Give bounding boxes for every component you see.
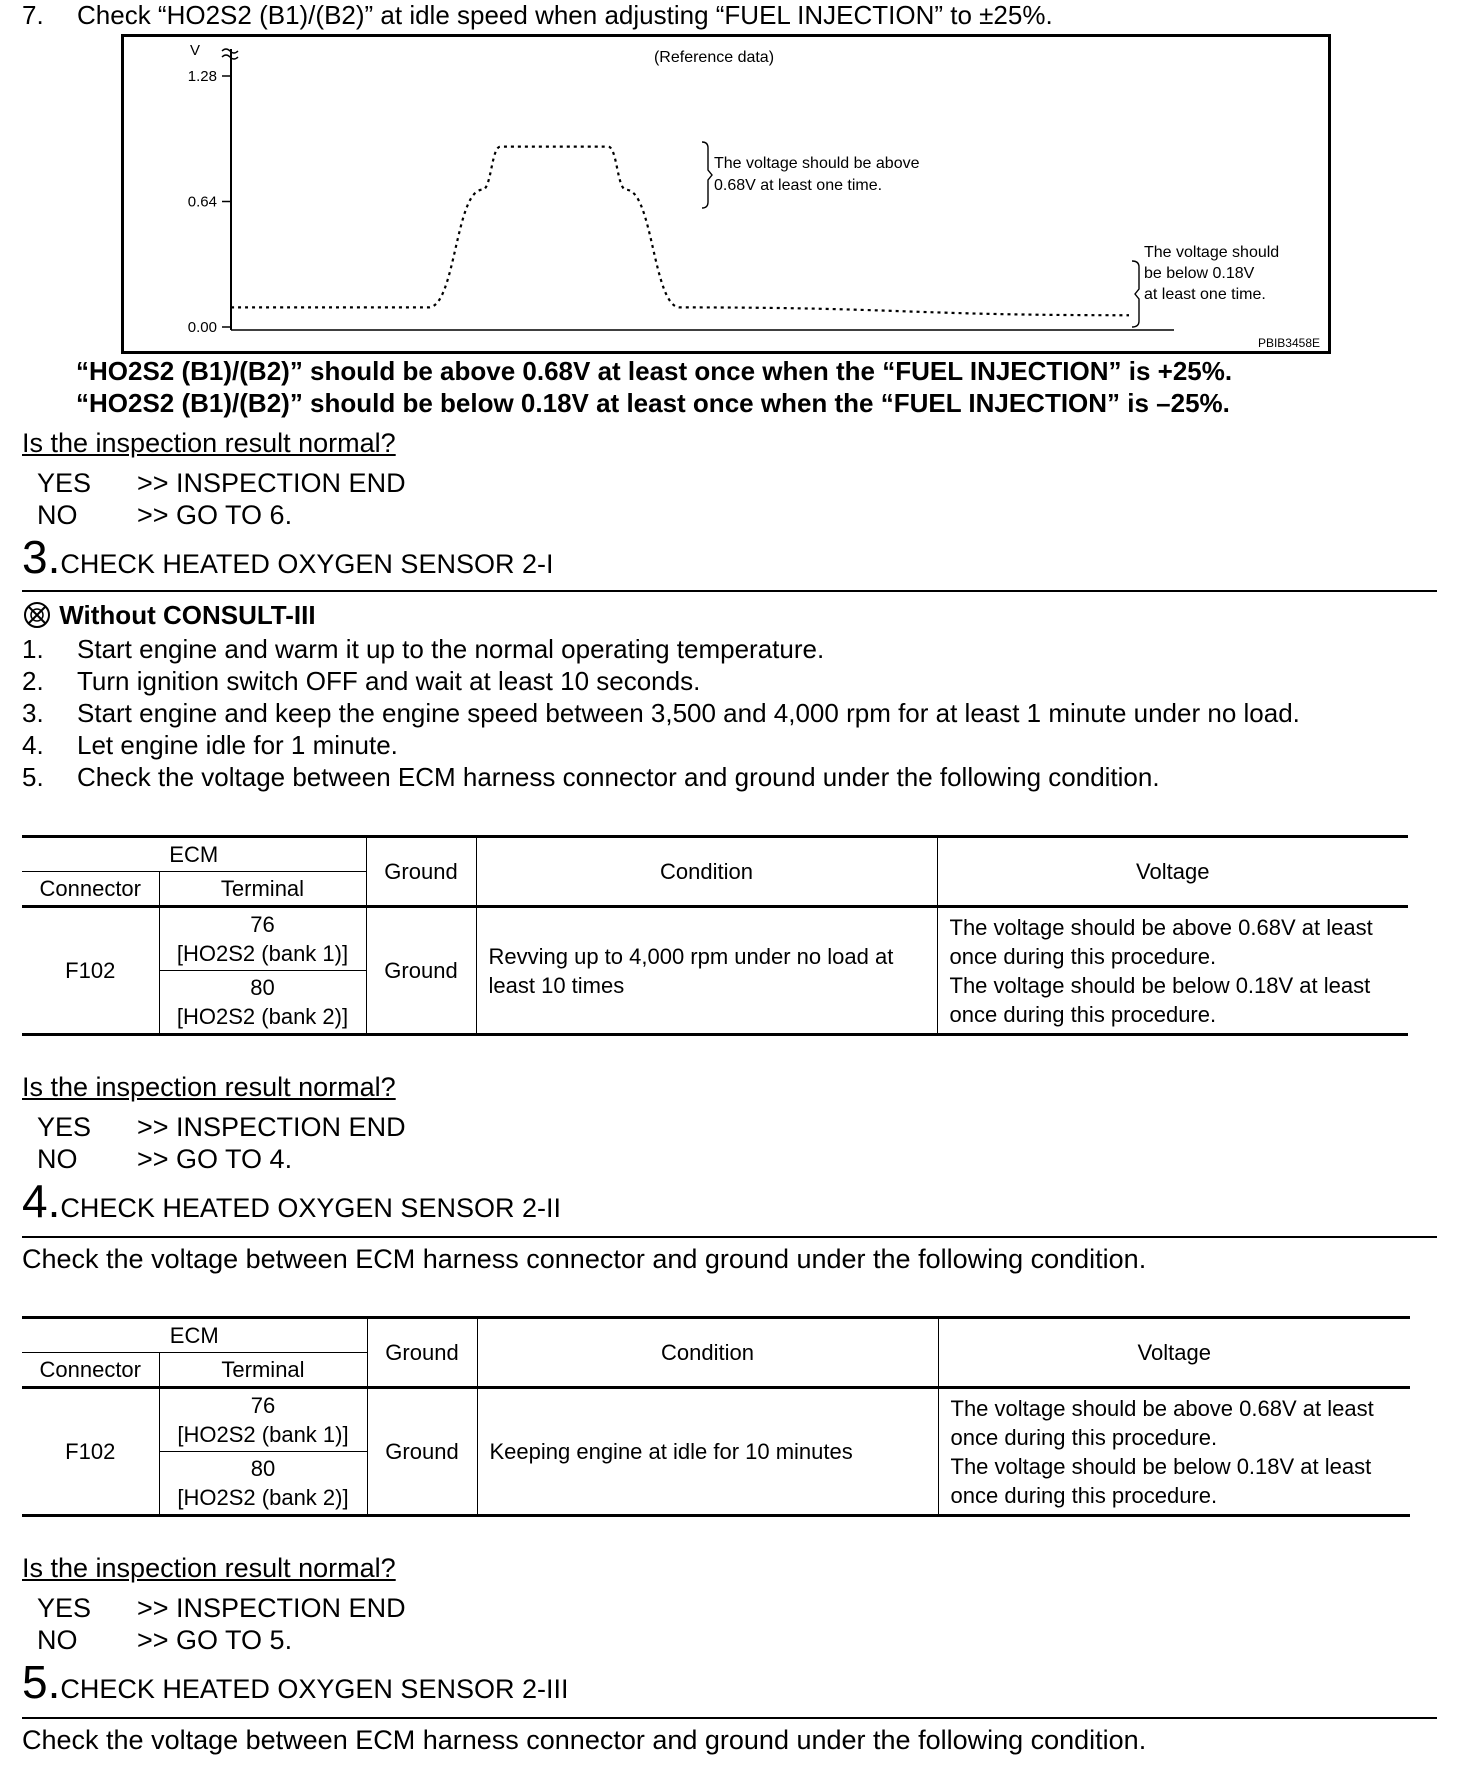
answer-no-action: >> GO TO 6. bbox=[137, 500, 293, 530]
section-title: CHECK HEATED OXYGEN SENSOR 2-II bbox=[60, 1193, 561, 1223]
step-number: 2. bbox=[22, 666, 44, 696]
chart-svg bbox=[124, 37, 1328, 351]
procedure-step bbox=[22, 730, 398, 761]
reference-chart bbox=[121, 34, 1331, 354]
step-number: 1. bbox=[22, 634, 44, 664]
cell-voltage bbox=[937, 907, 1408, 1035]
answer-yes-action: >> INSPECTION END bbox=[137, 1112, 406, 1142]
header-ecm: ECM bbox=[22, 837, 366, 872]
ecm-table-2 bbox=[22, 1316, 1410, 1517]
terminal-desc: [HO2S2 (bank 1)] bbox=[177, 1422, 349, 1447]
answer-no-label: NO bbox=[37, 500, 78, 530]
header-ground: Ground bbox=[366, 837, 476, 907]
annotation-lower-1: The voltage should bbox=[1144, 244, 1280, 261]
answer-yes-action: >> INSPECTION END bbox=[137, 468, 406, 498]
header-connector: Connector bbox=[22, 872, 159, 907]
section-3-heading bbox=[22, 530, 553, 584]
section-number: 4. bbox=[22, 1175, 61, 1227]
header-ecm: ECM bbox=[22, 1318, 367, 1353]
step-text: Check “HO2S2 (B1)/(B2)” at idle speed when adjusting “FUEL INJECTION” to ±25%. bbox=[77, 0, 1053, 30]
section-title: CHECK HEATED OXYGEN SENSOR 2-I bbox=[60, 549, 554, 579]
header-voltage: Voltage bbox=[938, 1318, 1410, 1388]
without-consult-label: Without CONSULT-III bbox=[59, 600, 316, 630]
voltage-below: The voltage should be below 0.18V at least once during this procedure. bbox=[950, 1453, 1372, 1508]
section-4-text: Check the voltage between ECM harness connector and ground under the following condition. bbox=[22, 1244, 1147, 1274]
step-number: 7. bbox=[22, 0, 44, 30]
procedure-step bbox=[22, 762, 1160, 793]
cell-condition: Revving up to 4,000 rpm under no load at least 10 times bbox=[476, 907, 937, 1035]
cell-terminal-76 bbox=[159, 1388, 367, 1452]
step-text: Let engine idle for 1 minute. bbox=[77, 730, 398, 760]
note-below: “HO2S2 (B1)/(B2)” should be below 0.18V at least once when the “FUEL INJECTION” is –25%. bbox=[76, 388, 1230, 418]
answer-no-label: NO bbox=[37, 1625, 78, 1655]
y-axis-label: V bbox=[190, 42, 201, 59]
section-4-heading bbox=[22, 1174, 561, 1228]
header-connector: Connector bbox=[22, 1353, 159, 1388]
answer-yes-label: YES bbox=[37, 1593, 92, 1623]
cell-terminal-80 bbox=[159, 1452, 367, 1516]
note-above: “HO2S2 (B1)/(B2)” should be above 0.68V at least once when the “FUEL INJECTION” is +25%. bbox=[76, 356, 1233, 386]
chart-title: (Reference data) bbox=[653, 49, 775, 66]
divider bbox=[22, 1717, 1437, 1719]
answer-no-action: >> GO TO 4. bbox=[137, 1144, 293, 1174]
divider bbox=[22, 590, 1437, 592]
question-3: Is the inspection result normal? bbox=[22, 1553, 396, 1583]
annotation-lower-3: at least one time. bbox=[1144, 286, 1266, 303]
y-tick-label: 0.64 bbox=[187, 193, 217, 211]
step-text: Start engine and keep the engine speed between 3,500 and 4,000 rpm for at least 1 minute under no load. bbox=[77, 698, 1300, 728]
question-1: Is the inspection result normal? bbox=[22, 428, 396, 458]
step-number: 4. bbox=[22, 730, 44, 760]
step-number: 3. bbox=[22, 698, 44, 728]
cell-condition: Keeping engine at idle for 10 minutes bbox=[477, 1388, 938, 1516]
terminal-desc: [HO2S2 (bank 2)] bbox=[176, 1004, 349, 1029]
header-terminal: Terminal bbox=[159, 872, 366, 907]
voltage-below: The voltage should be below 0.18V at least once during this procedure. bbox=[949, 972, 1371, 1027]
section-5-text: Check the voltage between ECM harness connector and ground under the following condition. bbox=[22, 1725, 1147, 1755]
divider bbox=[22, 1236, 1437, 1238]
step-number: 5. bbox=[22, 762, 44, 792]
annotation-upper-1: The voltage should be above bbox=[714, 155, 920, 172]
cell-terminal-76 bbox=[159, 907, 366, 971]
header-terminal: Terminal bbox=[159, 1353, 367, 1388]
section-number: 5. bbox=[22, 1656, 61, 1708]
procedure-step bbox=[22, 666, 701, 697]
annotation-upper-2: 0.68V at least one time. bbox=[714, 177, 883, 194]
voltage-above: The voltage should be above 0.68V at least once during this procedure. bbox=[949, 914, 1373, 969]
procedure-step bbox=[22, 698, 1300, 729]
section-title: CHECK HEATED OXYGEN SENSOR 2-III bbox=[60, 1674, 569, 1704]
step-text: Turn ignition switch OFF and wait at least 10 seconds. bbox=[77, 666, 701, 696]
cell-connector: F102 bbox=[22, 1388, 159, 1516]
terminal-desc: [HO2S2 (bank 1)] bbox=[176, 941, 349, 966]
step-text: Check the voltage between ECM harness connector and ground under the following condition. bbox=[77, 762, 1160, 792]
procedure-step bbox=[22, 634, 825, 665]
answer-yes-label: YES bbox=[37, 1112, 92, 1142]
question-2: Is the inspection result normal? bbox=[22, 1072, 396, 1102]
voltage-trace bbox=[231, 147, 1129, 316]
terminal-number: 76 bbox=[250, 1393, 276, 1418]
section-number: 3. bbox=[22, 531, 61, 583]
no-consult-icon bbox=[22, 600, 52, 630]
cell-ground: Ground bbox=[367, 1388, 477, 1516]
cell-terminal-80 bbox=[159, 971, 366, 1035]
lower-bracket bbox=[1132, 261, 1139, 327]
y-tick-label: 0.00 bbox=[187, 319, 217, 336]
section-5-heading bbox=[22, 1655, 568, 1709]
figure-id: PBIB3458E bbox=[1257, 336, 1320, 350]
header-condition: Condition bbox=[477, 1318, 938, 1388]
upper-bracket bbox=[702, 142, 712, 208]
answer-yes-action: >> INSPECTION END bbox=[137, 1593, 406, 1623]
answer-no-action: >> GO TO 5. bbox=[137, 1625, 293, 1655]
without-consult bbox=[22, 600, 316, 631]
cell-ground: Ground bbox=[366, 907, 476, 1035]
cell-voltage bbox=[938, 1388, 1410, 1516]
answer-no-label: NO bbox=[37, 1144, 78, 1174]
ecm-table-1 bbox=[22, 835, 1408, 1036]
annotation-lower-2: be below 0.18V bbox=[1144, 265, 1255, 282]
terminal-desc: [HO2S2 (bank 2)] bbox=[177, 1485, 349, 1510]
cell-connector: F102 bbox=[22, 907, 159, 1035]
terminal-number: 80 bbox=[250, 1456, 276, 1481]
step-text: Start engine and warm it up to the normal operating temperature. bbox=[77, 634, 825, 664]
terminal-number: 80 bbox=[250, 975, 275, 1000]
header-voltage: Voltage bbox=[937, 837, 1408, 907]
header-condition: Condition bbox=[476, 837, 937, 907]
answer-yes-label: YES bbox=[37, 468, 92, 498]
y-tick-label: 1.28 bbox=[187, 68, 217, 85]
voltage-above: The voltage should be above 0.68V at least once during this procedure. bbox=[950, 1395, 1374, 1450]
terminal-number: 76 bbox=[250, 912, 275, 937]
header-ground: Ground bbox=[367, 1318, 477, 1388]
step-7 bbox=[22, 0, 1053, 31]
